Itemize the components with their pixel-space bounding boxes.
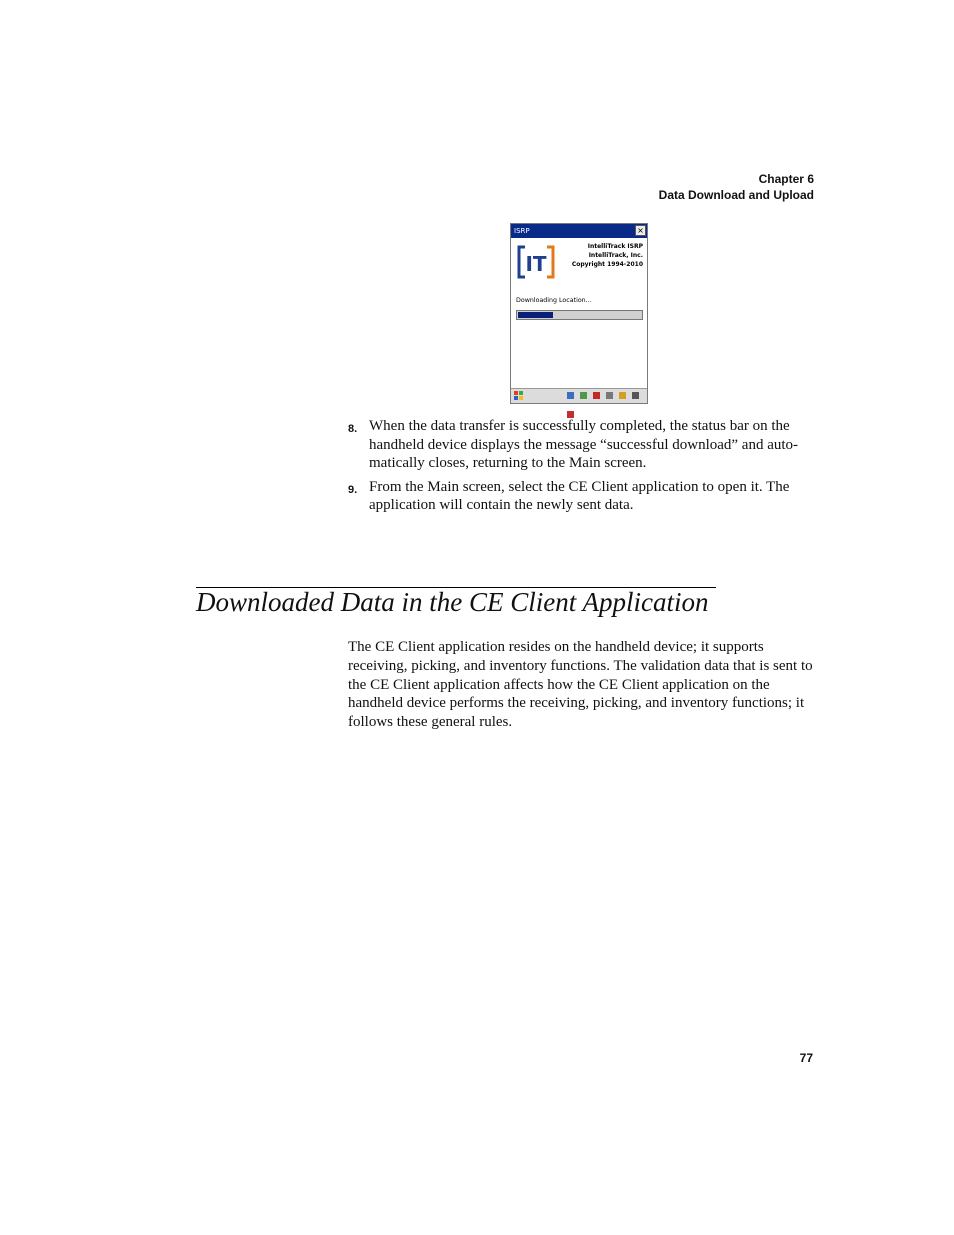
- volume-icon[interactable]: [606, 392, 613, 399]
- start-flag-icon[interactable]: [514, 391, 523, 400]
- device-screenshot: [510, 223, 648, 404]
- section-paragraph: The CE Client application resides on the handheld device; it supports receiving, picking, and inventory functions. The validation data that is sent to the CE Client application affects how the CE Client application on the handheld device performs the receiving, picking, and inventory functions; it follows these general rules.: [348, 639, 813, 731]
- signal-icon[interactable]: [593, 392, 600, 399]
- help-icon[interactable]: [632, 392, 639, 399]
- list-item: [348, 478, 816, 515]
- keyboard-icon[interactable]: [619, 392, 626, 399]
- intellitrack-logo-icon: [517, 244, 555, 280]
- step-list: [348, 417, 816, 520]
- step-text: From the Main screen, select the CE Client application to open it. The application will contain the newly sent data.: [369, 478, 790, 513]
- download-status-text: Downloading Location...: [516, 297, 592, 304]
- network-icon[interactable]: [567, 392, 574, 399]
- chapter-title: Data Download and Upload: [658, 188, 814, 202]
- list-item: [348, 417, 816, 473]
- step-number: 9.: [348, 483, 358, 496]
- info-line-company: IntelliTrack, Inc.: [588, 252, 643, 259]
- info-line-copyright: Copyright 1994-2010: [571, 261, 643, 268]
- close-icon[interactable]: ×: [635, 225, 646, 236]
- info-line-product: IntelliTrack ISRP: [587, 243, 643, 250]
- device-titlebar: [511, 224, 647, 238]
- page-number: 77: [799, 1051, 813, 1065]
- download-progress-bar: [516, 310, 643, 320]
- section-title: Downloaded Data in the CE Client Application: [196, 587, 709, 617]
- download-progress-fill: [518, 312, 553, 318]
- battery-icon[interactable]: [580, 392, 587, 399]
- device-taskbar: [511, 388, 647, 403]
- device-info: [572, 242, 643, 269]
- logo-text: IT: [525, 252, 547, 276]
- device-window-title: ISRP: [514, 227, 530, 235]
- step-text: When the data transfer is successfully completed, the status bar on the handheld device displays the message “successful download” and auto-matically closes, returning to the Main screen.: [369, 418, 799, 471]
- chapter-label: Chapter 6: [758, 172, 814, 186]
- running-header: [659, 171, 814, 203]
- step-number: 8.: [348, 423, 358, 435]
